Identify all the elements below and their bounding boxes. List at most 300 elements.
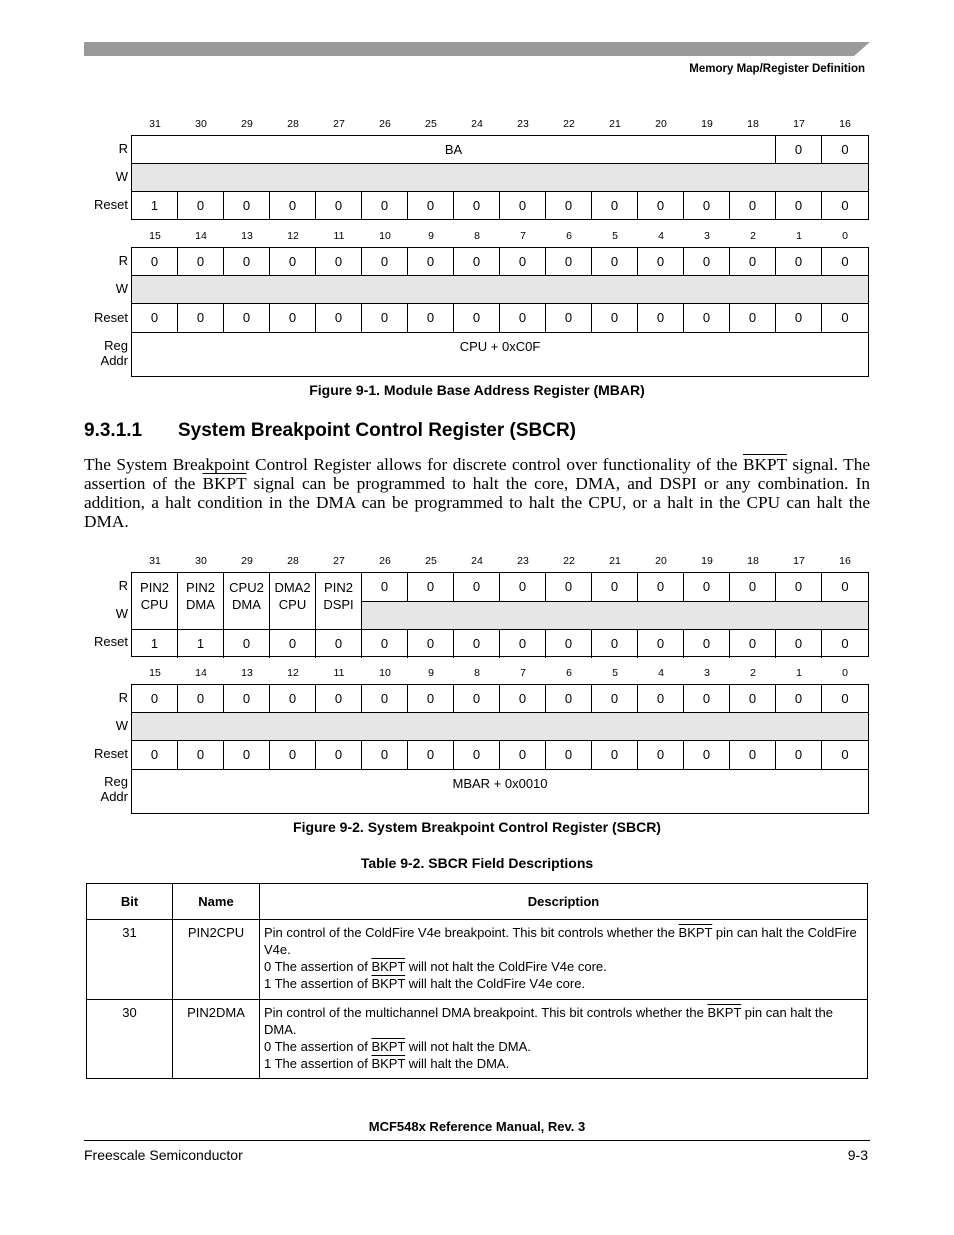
mbar-high-bit-number: 21 [609, 118, 621, 130]
footer-company: Freescale Semiconductor [84, 1147, 243, 1163]
sbcr-high-r-bit-cell [592, 573, 638, 601]
sbcr-field-name-line1: PIN2 [324, 580, 353, 595]
sbcr-low-r-bit-cell [638, 685, 684, 713]
mbar-low-bit-numbers [132, 230, 868, 244]
mbar-high-w-row [132, 164, 868, 192]
mbar-low-bit-number: 0 [842, 230, 848, 242]
sbcr-high-reset-bit-cell [592, 630, 638, 658]
sbcr-high-reset-bit-cell [270, 630, 316, 658]
mbar-low-bit-number: 13 [241, 230, 253, 242]
mbar-low-bit-number: 10 [379, 230, 391, 242]
sbcr-high-reset-bit-cell [408, 630, 454, 658]
mbar-low-reset-bit-cell [776, 304, 822, 332]
sbcr-field-pin2cpu [132, 573, 178, 629]
sbcr-field-name-line2: DMA [186, 597, 215, 612]
desc-signal: BKPT [371, 1056, 406, 1071]
mbar-low-r-bit-cell [592, 248, 638, 276]
desc-signal: BKPT [371, 1039, 406, 1054]
mbar-low-r-bit-value: 0 [472, 254, 481, 269]
sbcr-low-r-row [132, 685, 868, 713]
desc-text: pin can halt the DMA. [264, 1005, 833, 1037]
sbcr-field-cells [132, 573, 362, 629]
sbcr-low-reset-bit-cell [822, 741, 868, 769]
sbcr-high-r-bit-value: 0 [610, 579, 619, 594]
mbar-low-r-bit-cell [362, 248, 408, 276]
sbcr-low-reset-bit-value: 0 [472, 747, 481, 762]
sbcr-low-bit-number: 11 [333, 667, 345, 679]
sbcr-field-name-line2: CPU [140, 597, 169, 612]
sbcr-high-reset-bit-value: 0 [426, 636, 435, 651]
mbar-high-reset-bit-value: 0 [242, 198, 251, 213]
sbcr-high-reset-bit-cell [454, 630, 500, 658]
sbcr-low-bit-number: 10 [379, 667, 391, 679]
sbcr-low-bit-number: 7 [520, 667, 526, 679]
sbcr-high-bit-numbers [132, 555, 868, 569]
mbar-high-reset-bit-value: 0 [472, 198, 481, 213]
sbcr-high-bit-number: 25 [425, 555, 437, 567]
sbcr-high-reset-bit-cell [730, 630, 776, 658]
section-number: 9.3.1.1 [84, 420, 143, 441]
col-description-header: Description [260, 884, 868, 920]
row-description [260, 920, 868, 1000]
sbcr-low-r-bit-value: 0 [610, 691, 619, 706]
para-text-2: signal. The assertion of the [84, 455, 871, 493]
mbar-low-reset-bit-value: 0 [288, 310, 297, 325]
sbcr-low-r-bit-cell [224, 685, 270, 713]
sbcr-low-reset-bit-value: 0 [334, 747, 343, 762]
desc-text: will not halt the ColdFire V4e core. [405, 959, 607, 974]
mbar-low-r-bit-cell [408, 248, 454, 276]
mbar-high-grid [131, 135, 869, 220]
sbcr-field-name-line1: PIN2 [140, 580, 169, 595]
para-bkpt-signal-1: BKPT [742, 455, 787, 474]
sbcr-low-r-label: R [118, 690, 128, 705]
mbar-low-bit-number: 9 [428, 230, 434, 242]
mbar-low-reset-bit-value: 0 [564, 310, 573, 325]
mbar-high-reset-bit-cell [454, 192, 500, 220]
running-header: Memory Map/Register Definition [689, 63, 865, 75]
sbcr-high-r-bit-cell [408, 573, 454, 601]
para-bkpt-signal-2: BKPT [202, 474, 247, 493]
sbcr-low-r-bit-value: 0 [748, 691, 757, 706]
sbcr-high-r-bit-cell [822, 573, 868, 601]
sbcr-low-bit-number: 14 [195, 667, 207, 679]
mbar-low-reset-bit-cell [638, 304, 684, 332]
mbar-low-reset-bit-value: 0 [472, 310, 481, 325]
mbar-low-r-bit-cell [730, 248, 776, 276]
mbar-high-reset-bit-value: 0 [748, 198, 757, 213]
mbar-w-label: W [115, 169, 128, 184]
header-bar [84, 42, 870, 56]
mbar-high-bit-number: 16 [839, 118, 851, 130]
mbar-low-r-bit-cell [270, 248, 316, 276]
mbar-high-reset-bit-value: 0 [656, 198, 665, 213]
row-description [260, 1000, 868, 1079]
para-text-1: The System Breakpoint Control Register allows for discrete control over functionality of the [84, 455, 743, 474]
desc-text: 1 The assertion of [264, 976, 372, 991]
mbar-high-bit-number: 25 [425, 118, 437, 130]
mbar-low-bit-number: 5 [612, 230, 618, 242]
sbcr-field-name-line1: DMA2 [274, 580, 311, 595]
mbar-high-reset-bit-cell [270, 192, 316, 220]
sbcr-low-w-row [132, 713, 868, 741]
sbcr-field-cpu2dma [224, 573, 270, 629]
mbar-low-reset-bit-cell [684, 304, 730, 332]
sbcr-low-r-bit-cell [362, 685, 408, 713]
sbcr-high-r-bit-cell [454, 573, 500, 601]
sbcr-low-bit-number: 4 [658, 667, 664, 679]
mbar-low-bit-number: 14 [195, 230, 207, 242]
mbar-ba-label: BA [444, 142, 463, 157]
mbar-ba-field [132, 136, 776, 164]
sbcr-field-name-line2: DMA [232, 597, 261, 612]
mbar-high-bit-number: 31 [149, 118, 161, 130]
sbcr-low-bit-numbers [132, 667, 868, 681]
sbcr-high-bit-number: 28 [287, 555, 299, 567]
sbcr-low-r-bit-cell [316, 685, 362, 713]
mbar-low-reset-bit-cell [500, 304, 546, 332]
mbar-low-r-bit-value: 0 [564, 254, 573, 269]
footer-rule [84, 1140, 870, 1141]
mbar-low-bit-number: 11 [333, 230, 345, 242]
sbcr-low-w-label: W [115, 718, 128, 733]
sbcr-high-reset-bit-cell [316, 630, 362, 658]
mbar-register-figure [84, 118, 870, 380]
mbar-low-r-bit-value: 0 [150, 254, 159, 269]
sbcr-reg-addr [132, 770, 868, 813]
sbcr-reset-label: Reset [94, 634, 128, 649]
sbcr-high-reset-bit-value: 0 [564, 636, 573, 651]
sbcr-high-r-bit-cell [546, 573, 592, 601]
mbar-high-bit-number: 27 [333, 118, 345, 130]
sbcr-high-reset-bit-cell [546, 630, 592, 658]
sbcr-high-r-bit-value: 0 [748, 579, 757, 594]
sbcr-low-r-bit-cell [178, 685, 224, 713]
sbcr-high-reset-bit-cell [776, 630, 822, 658]
sbcr-high-bit-number: 26 [379, 555, 391, 567]
mbar-high-bit-number: 26 [379, 118, 391, 130]
sbcr-high-reset-bit-value: 0 [794, 636, 803, 651]
mbar-high-bit-number: 29 [241, 118, 253, 130]
sbcr-low-reset-bit-value: 0 [196, 747, 205, 762]
mbar-low-bit-number: 8 [474, 230, 480, 242]
mbar-high-reset-bit-cell [178, 192, 224, 220]
col-name-header: Name [173, 884, 260, 920]
mbar-high-reset-bit-cell [224, 192, 270, 220]
sbcr-high-r-bit-cell [362, 573, 408, 601]
sbcr-high-r-bit-cell [638, 573, 684, 601]
mbar-low-reset-bit-value: 0 [196, 310, 205, 325]
sbcr-high-r-bit-value: 0 [702, 579, 711, 594]
sbcr-low-r-bit-value: 0 [150, 691, 159, 706]
mbar-low-reset-bit-cell [546, 304, 592, 332]
sbcr-high-bit-number: 29 [241, 555, 253, 567]
sbcr-low-bit-number: 12 [287, 667, 299, 679]
mbar-low-reset-bit-cell [592, 304, 638, 332]
sbcr-high-reset-bit-value: 1 [150, 636, 159, 651]
sbcr-high-r-bit-value: 0 [841, 579, 849, 594]
mbar-low-r-bit-cell [132, 248, 178, 276]
mbar-low-reset-bit-value: 0 [242, 310, 251, 325]
sbcr-field-name-line2: CPU [278, 597, 307, 612]
mbar-low-reset-bit-value: 0 [380, 310, 389, 325]
sbcr-low-reset-label: Reset [94, 746, 128, 761]
sbcr-low-r-bit-cell [270, 685, 316, 713]
mbar-high-reset-bit-value: 0 [380, 198, 389, 213]
sbcr-low-reset-bit-value: 0 [150, 747, 159, 762]
sbcr-high-reset-bit-value: 0 [288, 636, 297, 651]
mbar-high-bit-number: 28 [287, 118, 299, 130]
sbcr-low-reset-bit-cell [362, 741, 408, 769]
mbar-reg-addr [132, 333, 868, 376]
mbar-low-bit-number: 1 [796, 230, 802, 242]
mbar-high-reset-row [132, 192, 868, 220]
mbar-low-r-bit-value: 0 [288, 254, 297, 269]
sbcr-low-reset-bit-cell [224, 741, 270, 769]
sbcr-low-r-bit-cell [408, 685, 454, 713]
sbcr-low-r-bit-cell [546, 685, 592, 713]
mbar-low-r-bit-value: 0 [242, 254, 251, 269]
sbcr-high-reset-bit-value: 0 [518, 636, 527, 651]
sbcr-high-bit-number: 22 [563, 555, 575, 567]
mbar-high-reset-bit-cell [132, 192, 178, 220]
mbar-low-reset-bit-value: 0 [334, 310, 343, 325]
desc-text: Pin control of the multichannel DMA breakpoint. This bit controls whether the [264, 1005, 708, 1020]
sbcr-high-r-bit-value: 0 [794, 579, 803, 594]
sbcr-field-pin2dma [178, 573, 224, 629]
mbar-low-reset-label: Reset [94, 310, 128, 325]
sbcr-low-reset-bit-value: 0 [242, 747, 251, 762]
sbcr-low-reset-bit-value: 0 [702, 747, 711, 762]
sbcr-high-r-bit-value: 0 [472, 579, 481, 594]
desc-text: will not halt the DMA. [405, 1039, 531, 1054]
mbar-high-reset-bit-value: 0 [564, 198, 573, 213]
sbcr-high-bit-number: 16 [839, 555, 851, 567]
sbcr-low-bit-number: 9 [428, 667, 434, 679]
mbar-high-bit-number: 18 [747, 118, 759, 130]
desc-text: Pin control of the ColdFire V4e breakpoint. This bit controls whether the [264, 925, 679, 940]
figure-9-1-caption: Figure 9-1. Module Base Address Register (MBAR) [309, 382, 645, 398]
sbcr-low-r-bit-cell [500, 685, 546, 713]
sbcr-low-r-bit-cell [730, 685, 776, 713]
mbar-low-reset-bit-value: 0 [794, 310, 803, 325]
desc-text: 1 The assertion of [264, 1056, 372, 1071]
mbar-high-reset-bit-cell [684, 192, 730, 220]
sbcr-low-r-bit-cell [822, 685, 868, 713]
sbcr-low-r-bit-value: 0 [794, 691, 803, 706]
mbar-high-reset-bit-cell [638, 192, 684, 220]
sbcr-high-bit-number: 31 [149, 555, 161, 567]
sbcr-high-reset-bit-cell [822, 630, 868, 658]
sbcr-reg-addr-label: Reg Addr [100, 774, 128, 804]
mbar-high-reset-bit-value: 0 [702, 198, 711, 213]
sbcr-low-reset-bit-value: 0 [748, 747, 757, 762]
mbar-high-reset-bit-value: 0 [518, 198, 527, 213]
desc-text: will halt the ColdFire V4e core. [405, 976, 586, 991]
sbcr-low-reset-bit-value: 0 [518, 747, 527, 762]
sbcr-high-reset-bit-cell [638, 630, 684, 658]
desc-text: 0 The assertion of [264, 1039, 372, 1054]
mbar-reg-addr-value: CPU + 0xC0F [459, 339, 541, 354]
mbar-reset-label: Reset [94, 197, 128, 212]
sbcr-field-descriptions-table [86, 883, 868, 1079]
mbar-low-reset-bit-value: 0 [150, 310, 159, 325]
mbar-low-r-bit-cell [638, 248, 684, 276]
sbcr-high-r-bit-value: 0 [426, 579, 435, 594]
mbar-low-w-row [132, 276, 868, 304]
sbcr-low-r-bit-value: 0 [656, 691, 665, 706]
sbcr-field-name-line2: DSPI [323, 597, 354, 612]
footer-manual-title: MCF548x Reference Manual, Rev. 3 [368, 1119, 586, 1134]
sbcr-high-r-bit-value: 0 [564, 579, 573, 594]
sbcr-high-reset-bit-cell [684, 630, 730, 658]
mbar-high-reset-bit-value: 0 [841, 198, 849, 213]
sbcr-low-bit-number: 1 [796, 667, 802, 679]
sbcr-register-figure [84, 555, 870, 817]
mbar-low-r-bit-cell [546, 248, 592, 276]
sbcr-high-r-row [362, 573, 868, 601]
sbcr-high-reset-row [132, 629, 868, 657]
mbar-low-bit-number: 2 [750, 230, 756, 242]
sbcr-low-grid [131, 684, 869, 814]
sbcr-high-bit-number: 20 [655, 555, 667, 567]
mbar-low-reset-bit-value: 0 [610, 310, 619, 325]
mbar-high-reset-bit-cell [822, 192, 868, 220]
table-9-2-caption: Table 9-2. SBCR Field Descriptions [360, 855, 594, 871]
sbcr-w-label: W [115, 606, 128, 621]
sbcr-high-reset-bit-cell [178, 630, 224, 658]
sbcr-low-reset-bit-cell [178, 741, 224, 769]
mbar-high-reset-bit-cell [730, 192, 776, 220]
sbcr-low-reset-row [132, 741, 868, 770]
sbcr-low-reset-bit-value: 0 [564, 747, 573, 762]
mbar-low-reset-bit-value: 0 [518, 310, 527, 325]
sbcr-low-reset-bit-value: 0 [610, 747, 619, 762]
sbcr-high-reset-bit-value: 0 [702, 636, 711, 651]
mbar-low-r-bit-value: 0 [380, 254, 389, 269]
sbcr-low-reset-bit-cell [776, 741, 822, 769]
sbcr-low-reset-bit-value: 0 [288, 747, 297, 762]
mbar-high-bit-number: 22 [563, 118, 575, 130]
sbcr-low-r-bit-value: 0 [518, 691, 527, 706]
sbcr-low-reset-bit-value: 0 [380, 747, 389, 762]
mbar-high-bit-number: 19 [701, 118, 713, 130]
sbcr-high-r-bit-value: 0 [518, 579, 527, 594]
desc-signal: BKPT [678, 925, 713, 940]
mbar-low-reset-bit-cell [362, 304, 408, 332]
sbcr-low-r-bit-cell [132, 685, 178, 713]
sbcr-high-r-bit-cell [500, 573, 546, 601]
figure-9-2-caption: Figure 9-2. System Breakpoint Control Register (SBCR) [293, 819, 661, 835]
mbar-low-reset-bit-value: 0 [841, 310, 849, 325]
sbcr-high-reset-bit-value: 0 [841, 636, 849, 651]
sbcr-low-bit-number: 0 [842, 667, 848, 679]
mbar-low-r-bit-cell [316, 248, 362, 276]
mbar-low-r-bit-cell [822, 248, 868, 276]
sbcr-low-bit-number: 15 [149, 667, 161, 679]
sbcr-low-reset-bit-cell [132, 741, 178, 769]
mbar-low-r-bit-value: 0 [841, 254, 849, 269]
mbar-bit16-r-value: 0 [841, 142, 849, 157]
sbcr-r-label: R [118, 578, 128, 593]
sbcr-low-r-bit-cell [684, 685, 730, 713]
mbar-low-bit-number: 12 [287, 230, 299, 242]
mbar-r-label: R [118, 141, 128, 156]
desc-signal: BKPT [371, 959, 406, 974]
mbar-high-reset-bit-value: 0 [334, 198, 343, 213]
mbar-high-reset-bit-value: 0 [426, 198, 435, 213]
sbcr-high-reset-bit-value: 0 [242, 636, 251, 651]
mbar-low-r-bit-value: 0 [334, 254, 343, 269]
mbar-low-reset-bit-value: 0 [426, 310, 435, 325]
sbcr-high-r-bit-value: 0 [656, 579, 665, 594]
mbar-bit16-r [822, 136, 868, 164]
sbcr-low-r-bit-value: 0 [702, 691, 711, 706]
sbcr-field-name-line1: PIN2 [186, 580, 215, 595]
sbcr-high-w-row [362, 601, 868, 629]
mbar-high-bit-numbers [132, 118, 868, 132]
sbcr-low-reset-bit-cell [408, 741, 454, 769]
mbar-low-reset-bit-cell [408, 304, 454, 332]
mbar-low-r-bit-value: 0 [702, 254, 711, 269]
table-row [87, 920, 868, 1000]
sbcr-low-reset-bit-cell [684, 741, 730, 769]
desc-text: 0 The assertion of [264, 959, 372, 974]
sbcr-reg-addr-value: MBAR + 0x0010 [452, 776, 548, 791]
mbar-low-w-label: W [115, 281, 128, 296]
desc-text: will halt the DMA. [405, 1056, 510, 1071]
mbar-high-bit-number: 20 [655, 118, 667, 130]
mbar-high-reset-bit-cell [776, 192, 822, 220]
sbcr-low-r-bit-value: 0 [472, 691, 481, 706]
desc-signal: BKPT [371, 976, 406, 991]
sbcr-low-r-bit-value: 0 [841, 691, 849, 706]
desc-signal: BKPT [707, 1005, 742, 1020]
sbcr-high-reset-bit-value: 0 [472, 636, 481, 651]
mbar-high-reset-bit-cell [546, 192, 592, 220]
mbar-low-r-bit-cell [776, 248, 822, 276]
mbar-low-reset-bit-cell [132, 304, 178, 332]
mbar-low-bit-number: 4 [658, 230, 664, 242]
sbcr-high-bit-number: 17 [793, 555, 805, 567]
sbcr-high-reset-bit-cell [132, 630, 178, 658]
mbar-low-reset-bit-value: 0 [702, 310, 711, 325]
mbar-low-reset-bit-cell [454, 304, 500, 332]
sbcr-high-r-bit-cell [776, 573, 822, 601]
desc-text: pin can halt the ColdFire V4e. [264, 925, 857, 957]
mbar-bit17-r-value: 0 [794, 142, 803, 157]
mbar-high-bit-number: 24 [471, 118, 483, 130]
sbcr-field-name-line1: CPU2 [229, 580, 264, 595]
sbcr-low-r-bit-value: 0 [242, 691, 251, 706]
mbar-low-r-bit-value: 0 [518, 254, 527, 269]
mbar-low-reset-bit-cell [730, 304, 776, 332]
sbcr-low-r-bit-cell [592, 685, 638, 713]
sbcr-high-reset-bit-value: 0 [380, 636, 389, 651]
sbcr-low-r-bit-value: 0 [426, 691, 435, 706]
row-name: PIN2CPU [173, 920, 260, 1000]
mbar-low-r-bit-cell [500, 248, 546, 276]
mbar-low-r-bit-cell [224, 248, 270, 276]
mbar-high-reset-bit-cell [500, 192, 546, 220]
mbar-low-reset-bit-cell [270, 304, 316, 332]
mbar-high-bit-number: 30 [195, 118, 207, 130]
mbar-low-r-bit-cell [454, 248, 500, 276]
sbcr-high-reset-bit-cell [224, 630, 270, 658]
sbcr-low-bit-number: 6 [566, 667, 572, 679]
sbcr-high-r-bit-cell [730, 573, 776, 601]
sbcr-high-grid [131, 572, 869, 657]
